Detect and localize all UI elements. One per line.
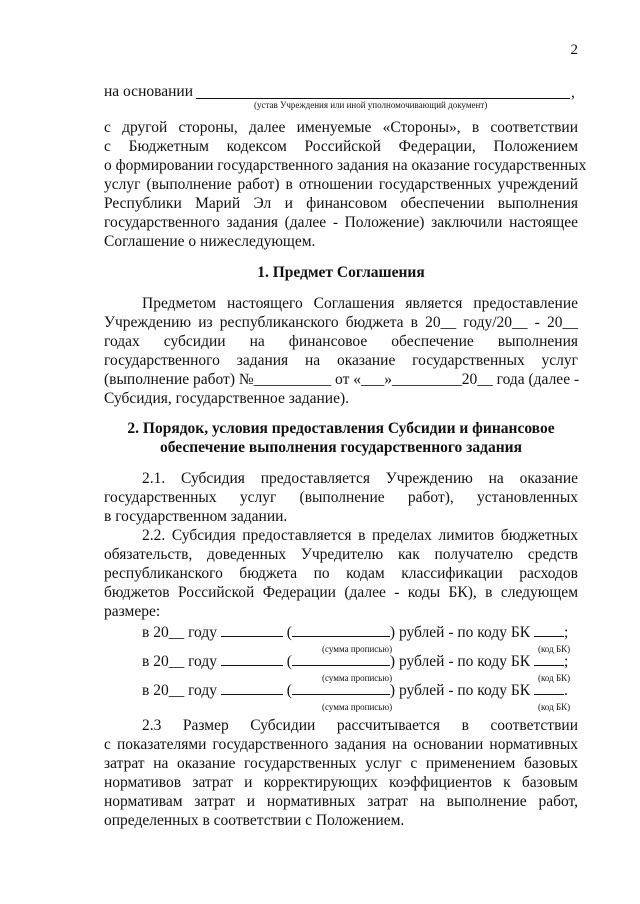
sum-row-rubles: ) рублей - по коду БК: [389, 624, 531, 641]
sum-caption: (сумма прописью): [322, 644, 393, 654]
basis-blank-line: [196, 98, 570, 99]
intro-line: с Бюджетным кодексом Российской Федерации, Положением: [104, 138, 578, 155]
sum-row-paren: (: [286, 653, 292, 670]
bk-caption: (код БК): [538, 644, 571, 654]
section-1-line: годах субсидии на финансовое обеспечение выполнения: [104, 333, 578, 350]
section-2-heading-line-1: 2. Порядок, условия предоставления Субсидии и финансовое: [127, 420, 555, 437]
sum-row-year: в 20__ году: [142, 624, 217, 641]
section-1-line: государственного задания на оказание государственных услуг: [104, 352, 578, 369]
amount-words-blank: [292, 682, 390, 695]
sum-row-rubles: ) рублей - по коду БК: [389, 653, 531, 670]
amount-words-blank: [292, 624, 390, 637]
clause-2-1-line: государственных услуг (выполнение работ), установленных: [104, 489, 578, 506]
clause-2-3-line: затрат на оказание государственных услуг с применением базовых: [104, 755, 578, 772]
sum-row-year: в 20__ году: [142, 653, 217, 670]
sum-row-paren: (: [286, 624, 292, 641]
section-2-heading-line-2: обеспечение выполнения государственного задания: [160, 439, 522, 456]
sum-caption: (сумма прописью): [322, 702, 393, 712]
amount-blank: [221, 682, 283, 695]
section-1-line: Предметом настоящего Соглашения является предоставление: [142, 295, 578, 312]
intro-line: государственного задания (далее - Положение) заключили настоящее: [104, 214, 578, 231]
page-number: 2: [570, 42, 578, 58]
clause-2-3-line: определенных в соответствии с Положением.: [104, 812, 405, 829]
clause-2-1-line: в государственном задании.: [104, 508, 288, 525]
clause-2-2-line: республиканского бюджета по кодам классификации расходов: [104, 565, 578, 582]
sum-row-end: ;: [563, 653, 569, 670]
sum-row-end: ;: [563, 624, 569, 641]
amount-words-blank: [292, 653, 390, 666]
amount-blank: [221, 653, 283, 666]
amount-blank: [221, 624, 283, 637]
section-1-line: Субсидия, государственное задание).: [104, 390, 350, 407]
intro-line: Соглашение о нижеследующем.: [104, 233, 316, 250]
basis-trailing-comma: ,: [571, 84, 575, 101]
intro-line: с другой стороны, далее именуемые «Стороны», в соответствии: [104, 119, 578, 136]
sum-caption: (сумма прописью): [322, 673, 393, 683]
bk-code-blank: [534, 624, 564, 637]
basis-caption: (устав Учреждения или иной уполномочивающий документ): [254, 100, 488, 110]
bk-code-blank: [534, 682, 564, 695]
sum-row-rubles: ) рублей - по коду БК: [389, 682, 531, 699]
clause-2-2-line: бюджетов Российской Федерации (далее - коды БК), в следующем: [104, 584, 578, 601]
sum-row-year: в 20__ году: [142, 682, 217, 699]
clause-2-3-line: 2.3 Размер Субсидии рассчитывается в соответствии: [142, 717, 578, 734]
bk-caption: (код БК): [538, 702, 571, 712]
bk-code-blank: [534, 653, 564, 666]
section-1-heading: 1. Предмет Соглашения: [257, 264, 425, 281]
section-1-line: (выполнение работ) №__________ от «___»_________20__ года (далее -: [104, 371, 580, 388]
intro-line: о формировании государственного задания на оказание государственных: [104, 157, 587, 174]
sum-row-end: .: [563, 682, 568, 699]
clause-2-2-line: размере:: [104, 603, 161, 620]
clause-2-3-line: с показателями государственного задания на основании нормативных: [104, 736, 578, 753]
clause-2-3-line: нормативов затрат и корректирующих коэффициентов к базовым: [104, 774, 578, 791]
intro-line: Республики Марий Эл и финансовом обеспечении выполнения: [104, 195, 578, 212]
section-1-line: Учреждению из республиканского бюджета в 20__ году/20__ - 20__: [104, 314, 578, 331]
bk-caption: (код БК): [538, 673, 571, 683]
intro-line: услуг (выполнение работ) в отношении государственных учреждений: [104, 176, 578, 193]
sum-row-paren: (: [286, 682, 292, 699]
clause-2-2-line: 2.2. Субсидия предоставляется в пределах лимитов бюджетных: [142, 527, 578, 544]
clause-2-2-line: обязательств, доведенных Учредителю как получателю средств: [104, 546, 578, 563]
basis-label: на основании: [104, 83, 193, 100]
clause-2-1-line: 2.1. Субсидия предоставляется Учреждению на оказание: [142, 470, 578, 487]
clause-2-3-line: нормативам затрат и нормативных затрат на выполнение работ,: [104, 793, 578, 810]
